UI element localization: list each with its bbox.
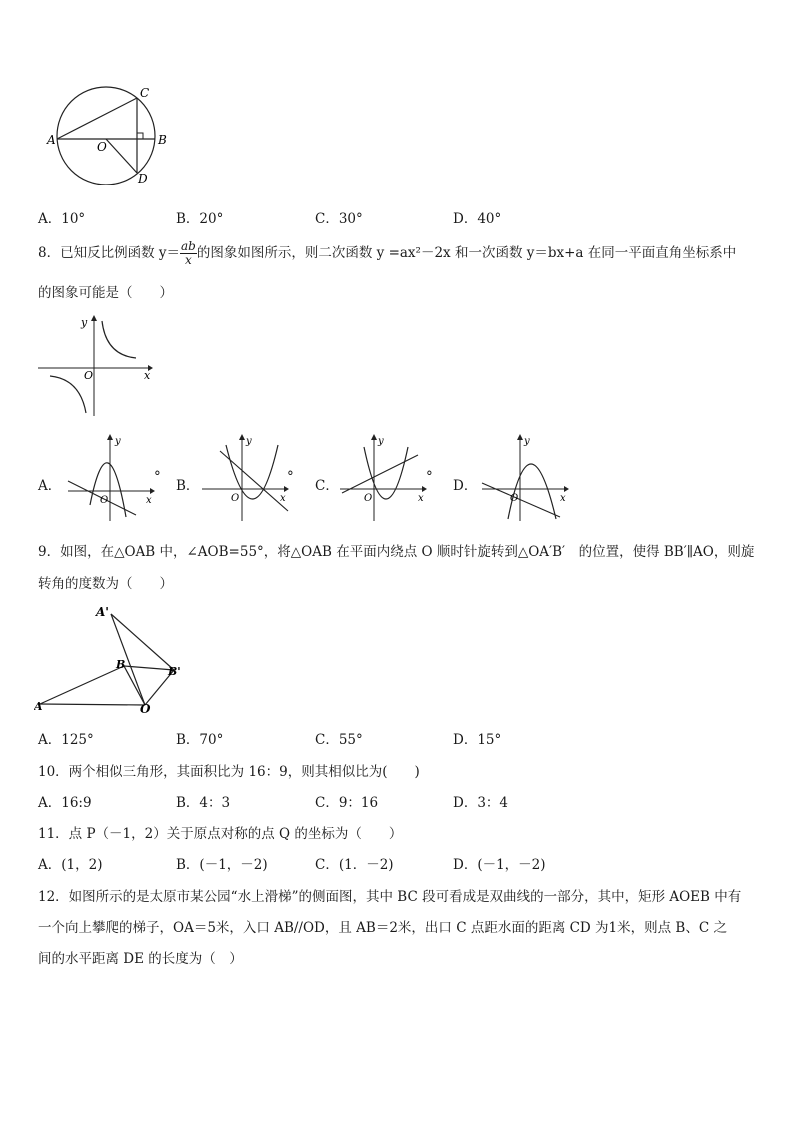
q7-label-a: A xyxy=(47,133,56,147)
q7-segment-od xyxy=(106,139,137,173)
q7-circle xyxy=(57,87,155,185)
q11-option-c: C．(1．－2) xyxy=(315,857,394,873)
svg-text:x: x xyxy=(280,493,286,504)
svg-text:x: x xyxy=(146,495,152,506)
q7-right-angle-mark xyxy=(137,133,143,139)
q8-option-c-letter: C． xyxy=(315,478,339,494)
q12-question-line1: 12．如图所示的是太原市某公园“水上滑梯”的侧面图，其中 BC 段可看成是双曲线的一部分，其中，矩形 AOEB 中有 xyxy=(38,889,742,905)
q11-option-d: D．(－1，－2) xyxy=(453,857,546,873)
svg-text:x: x xyxy=(560,493,566,504)
q10-option-d: D．3：4 xyxy=(453,795,509,811)
svg-text:x: x xyxy=(144,369,151,382)
q12-question-line3: 间的水平距离 DE 的长度为（ ） xyxy=(38,951,243,967)
q9-question-line1: 9．如图，在△OAB 中，∠AOB=55°，将△OAB 在平面内绕点 O 顺时针旋转到△OA′B′ 的位置，使得 BB′∥AO，则旋 xyxy=(38,544,755,560)
q11-option-b: B．(－1，－2) xyxy=(176,857,268,873)
q9-option-a: A．125° xyxy=(38,732,94,748)
q9-label-b: B xyxy=(116,658,126,671)
svg-text:O: O xyxy=(231,493,240,504)
q8-option-c-mark: ° xyxy=(426,469,433,485)
q7-label-o: O xyxy=(97,140,107,154)
q8-option-b-graph xyxy=(198,433,294,523)
q7-option-c: C．30° xyxy=(315,211,363,227)
q8-fraction: $\frac{ab}{x}$ xyxy=(181,239,196,267)
q9-segment-b-o xyxy=(124,666,145,705)
q7-label-b: B xyxy=(158,133,167,147)
q9-segment-a-b xyxy=(40,666,124,704)
q8-option-c-graph xyxy=(336,433,432,523)
q7-option-d: D．40° xyxy=(453,211,502,227)
q10-option-c: C．9：16 xyxy=(315,795,379,811)
q9-label-a: A xyxy=(34,700,43,713)
q9-label-a1: A' xyxy=(96,605,109,619)
svg-text:x: x xyxy=(418,493,424,504)
svg-text:y: y xyxy=(524,436,530,447)
q7-option-b: B．20° xyxy=(176,211,224,227)
q9-option-d: D．15° xyxy=(453,732,502,748)
q12-question-line2: 一个向上攀爬的梯子，OA＝5米，入口 AB//OD，且 AB＝2米，出口 C 点距水面的距离 CD 为1米，则点 B、C 之 xyxy=(38,920,727,936)
q8-option-b-mark: ° xyxy=(287,469,294,485)
q11-option-a: A．(1，2) xyxy=(38,857,103,873)
q7-option-a: A．10° xyxy=(38,211,86,227)
svg-text:y: y xyxy=(378,436,384,447)
q9-segment-a-o xyxy=(40,704,145,705)
q9-label-b1: B' xyxy=(168,665,181,678)
q9-question-line2: 转角的度数为（ ） xyxy=(38,576,173,592)
q10-question: 10．两个相似三角形，其面积比为 16：9，则其相似比为( ) xyxy=(38,764,420,780)
q9-label-o: O xyxy=(140,702,151,713)
svg-text:y: y xyxy=(115,436,121,447)
q9-option-c: C．55° xyxy=(315,732,363,748)
q8-option-a-graph xyxy=(64,433,160,523)
q11-question: 11．点 P（－1，2）关于原点对称的点 Q 的坐标为（ ） xyxy=(38,826,403,842)
svg-text:O: O xyxy=(84,369,94,382)
q8-question-line2: 的图象可能是（ ） xyxy=(38,285,173,301)
q8-reference-graph xyxy=(36,313,156,418)
svg-text:O: O xyxy=(100,495,109,506)
q7-label-d: D xyxy=(138,172,148,185)
q8-option-a-mark: ° xyxy=(154,469,161,485)
q8-option-d-letter: D． xyxy=(453,478,478,494)
q10-option-b: B．4：3 xyxy=(176,795,231,811)
svg-text:y: y xyxy=(246,436,252,447)
q10-option-a: A．16:9 xyxy=(38,795,92,811)
q8-option-d-graph xyxy=(478,433,574,523)
svg-text:y: y xyxy=(81,316,88,329)
q9-option-b: B．70° xyxy=(176,732,224,748)
q8-option-a-letter: A． xyxy=(38,478,62,494)
svg-text:O: O xyxy=(510,493,519,504)
q8-question-line1: 8．已知反比例函数 y＝ $\frac{ab}{x}$ 的图象如图所示，则二次函数 y =ax²－2x 和一次函数 y＝bx+a 在同一平面直角坐标系中 xyxy=(38,239,737,267)
q8-option-b-letter: B． xyxy=(176,478,200,494)
q9-rotation-figure xyxy=(34,598,184,713)
svg-text:O: O xyxy=(364,493,373,504)
q7-label-c: C xyxy=(140,86,150,100)
q7-circle-figure xyxy=(40,85,170,185)
